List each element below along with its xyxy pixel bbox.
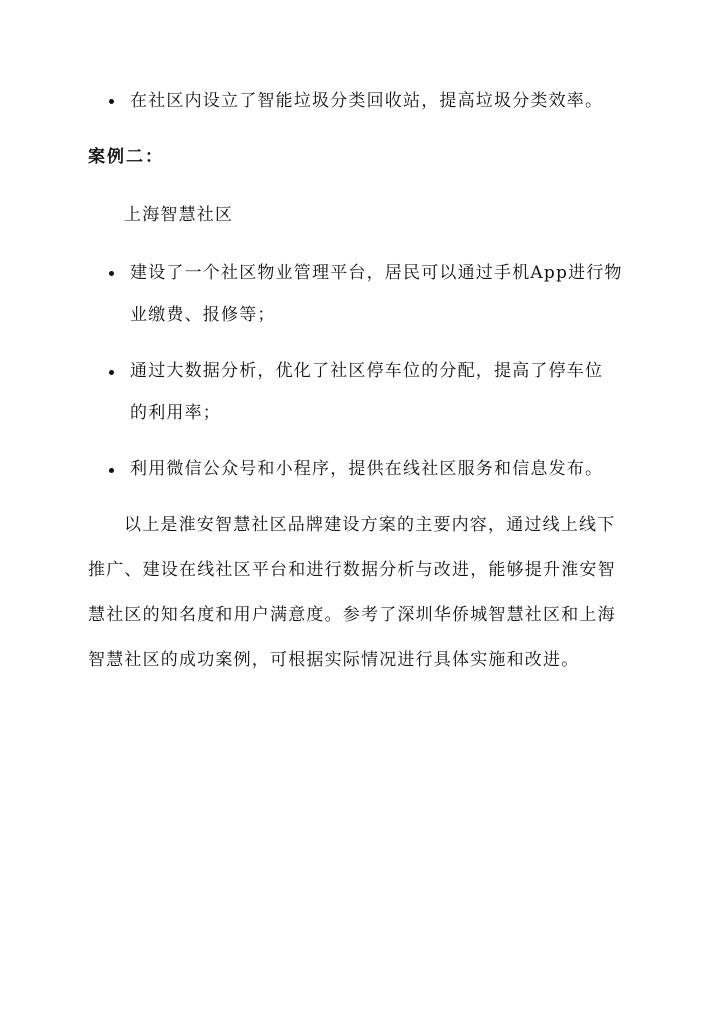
bullet-item-continuation: 业缴费、报修等； xyxy=(130,305,276,325)
case-heading: 案例二： xyxy=(88,147,164,167)
summary-line: 慧社区的知名度和用户满意度。参考了深圳华侨城智慧社区和上海 xyxy=(88,605,616,625)
summary-line: 以上是淮安智慧社区品牌建设方案的主要内容，通过线上线下 xyxy=(124,515,616,535)
bullet-item-text: 建设了一个社区物业管理平台，居民可以通过手机App进行物 xyxy=(130,263,623,283)
bullet-item-text: 通过大数据分析，优化了社区停车位的分配，提高了停车位 xyxy=(130,361,604,381)
bullet-dot xyxy=(109,271,114,276)
bullet-dot xyxy=(109,468,114,473)
bullet-item-text: 利用微信公众号和小程序，提供在线社区服务和信息发布。 xyxy=(130,459,604,479)
bullet-item-text: 在社区内设立了智能垃圾分类回收站，提高垃圾分类效率。 xyxy=(130,91,604,111)
summary-line: 智慧社区的成功案例，可根据实际情况进行具体实施和改进。 xyxy=(88,650,580,670)
summary-line: 推广、建设在线社区平台和进行数据分析与改进，能够提升淮安智 xyxy=(88,560,616,580)
bullet-dot xyxy=(109,370,114,375)
bullet-dot xyxy=(109,99,114,104)
case-title: 上海智慧社区 xyxy=(124,205,234,225)
bullet-item-continuation: 的利用率； xyxy=(130,403,221,423)
